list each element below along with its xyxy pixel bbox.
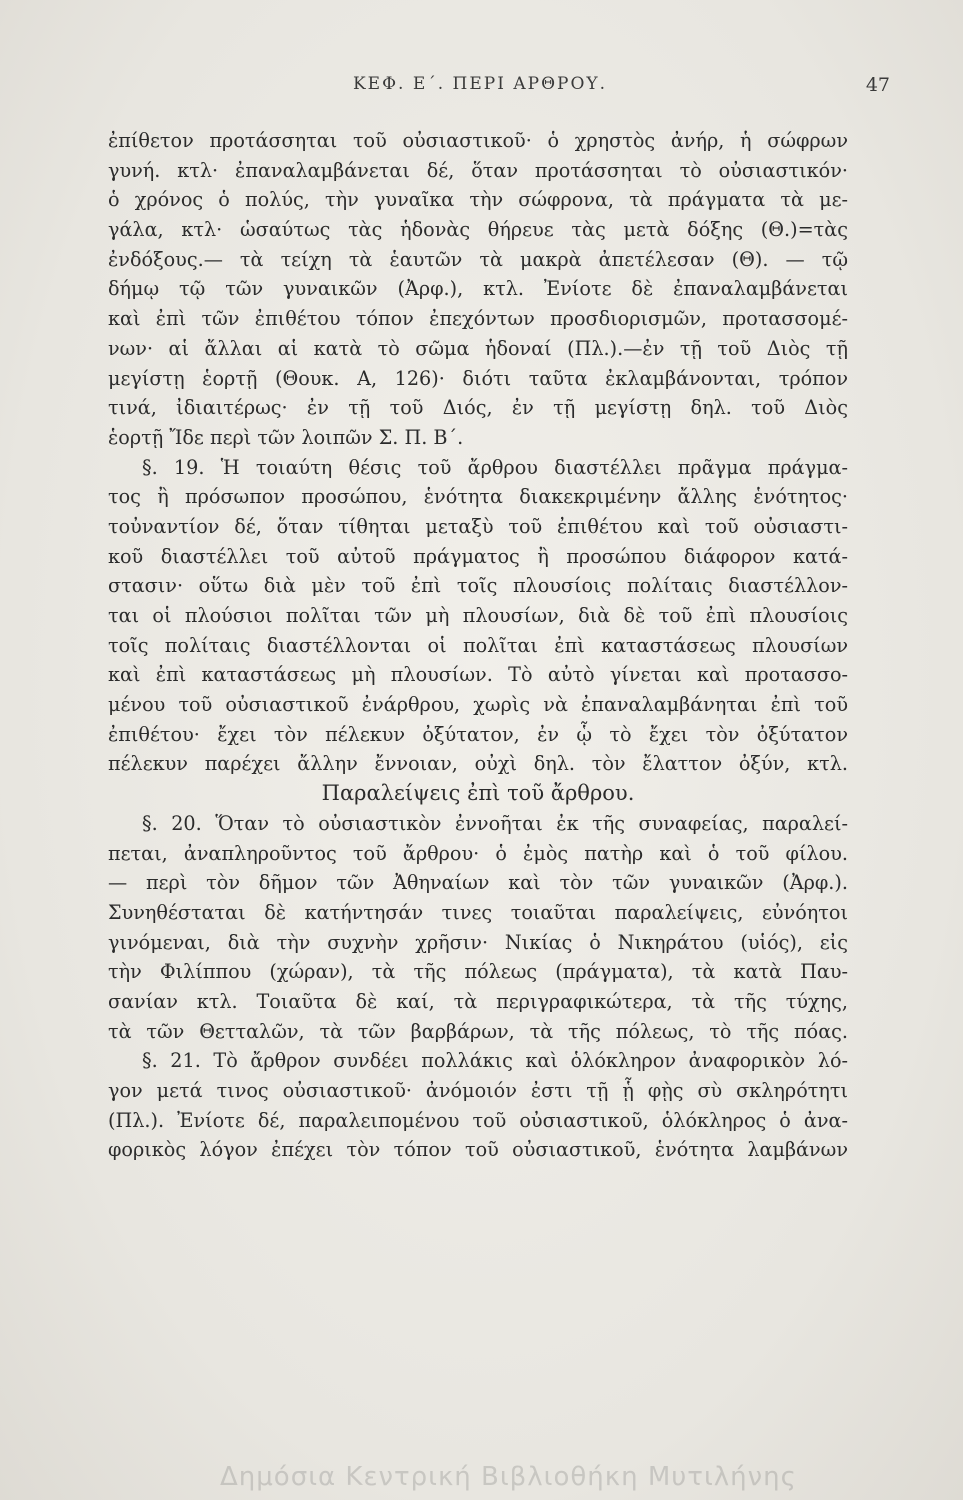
text-line: γυνή. κτλ· ἐπαναλαμβάνεται δέ, ὅταν προτάσσηται τὸ οὐσιαστικόν·: [108, 158, 848, 182]
text-line: — περὶ τὸν δῆμον τῶν Ἀθηναίων καὶ τὸν τῶν γυναικῶν (Ἀρφ.).: [108, 871, 848, 895]
text-line: καὶ ἐπὶ καταστάσεως μὴ πλουσίων. Τὸ αὐτὸ γίνεται καὶ προτασσο-: [108, 663, 848, 687]
section-19-start: §. 19. Ἡ τοιαύτη θέσις τοῦ ἄρθρου διαστέλλει πρᾶγμα πράγμα-: [142, 455, 848, 479]
section-heading: Παραλείψεις ἐπὶ τοῦ ἄρθρου.: [321, 781, 635, 806]
text-line: τοὐναντίον δέ, ὅταν τίθηται μεταξὺ τοῦ ἐπιθέτου καὶ τοῦ οὐσιαστι-: [108, 514, 848, 538]
text-line: μεγίστῃ ἑορτῇ (Θουκ. Α, 126)· διότι ταῦτα ἐκλαμβάνονται, τρόπον: [108, 366, 848, 390]
text-line: ἐπιθέτου· ἔχει τὸν πέλεκυν ὀξύτατον, ἐν ᾧ τὸ ἔχει τὸν ὀξύτατον: [108, 722, 848, 746]
page-header: [70, 74, 890, 104]
text-line: φορικὸς λόγον ἐπέχει τὸν τόπον τοῦ οὐσιαστικοῦ, ἑνότητα λαμβάνων: [108, 1138, 848, 1162]
text-line: γάλα, κτλ· ὡσαύτως τὰς ἡδονὰς θήρευε τὰς μετὰ δόξης (Θ.)=τὰς: [108, 218, 848, 242]
text-line: κοῦ διαστέλλει τοῦ αὐτοῦ πράγματος ἢ προσώπου διάφορον κατά-: [108, 544, 848, 568]
running-head: ΚΕΦ. Ε΄. ΠΕΡΙ ΑΡΘΡΟΥ.: [352, 74, 608, 94]
text-line: ται οἱ πλούσιοι πολῖται τῶν μὴ πλουσίων, διὰ δὲ τοῦ ἐπὶ πλουσίοις: [108, 604, 848, 627]
text-line: ἑορτῇ Ἴδε περὶ τῶν λοιπῶν Σ. Π. Β΄.: [108, 425, 464, 449]
text-line: πεται, ἀναπληροῦντος τοῦ ἄρθρου· ὁ ἐμὸς πατὴρ καὶ ὁ τοῦ φίλου.: [108, 841, 848, 865]
text-line: ἐνδόξους.— τὰ τείχη τὰ ἑαυτῶν τὰ μακρὰ ἀπετέλεσαν (Θ). — τῷ: [108, 247, 848, 271]
text-line: καὶ ἐπὶ τῶν ἐπιθέτου τόπον ἐπεχόντων προσδιορισμῶν, προτασσομέ-: [108, 307, 848, 331]
section-21-start: §. 21. Τὸ ἄρθρον συνδέει πολλάκις καὶ ὁλόκληρον ἀναφορικὸν λό-: [142, 1049, 848, 1073]
text-line: ὁ χρόνος ὁ πολύς, τὴν γυναῖκα τὴν σώφρονα, τὰ πράγματα τὰ με-: [108, 188, 848, 212]
text-line: (Πλ.). Ἐνίοτε δέ, παραλειπομένου τοῦ οὐσιαστικοῦ, ὁλόκληρος ὁ ἀνα-: [108, 1108, 848, 1132]
section-20-start: §. 20. Ὅταν τὸ οὐσιαστικὸν ἐννοῆται ἐκ τῆς συναφείας, παραλεί-: [142, 811, 848, 835]
text-line: τὰ τῶν Θετταλῶν, τὰ τῶν βαρβάρων, τὰ τῆς πόλεως, τὸ τῆς πόας.: [108, 1019, 848, 1043]
text-line: νων· αἱ ἄλλαι αἱ κατὰ τὸ σῶμα ἡδοναί (Πλ.).—ἐν τῇ τοῦ Διὸς τῇ: [108, 336, 848, 360]
library-watermark: Δημόσια Κεντρική Βιβλιοθήκη Μυτιλήνης: [220, 1462, 797, 1492]
text-line: τοῖς πολίταις διαστέλλονται οἱ πολῖται ἐπὶ καταστάσεως πλουσίων: [108, 633, 848, 657]
text-line: γον μετά τινος οὐσιαστικοῦ· ἀνόμοιόν ἐστι τῇ ᾗ φῂς σὺ σκληρότητι: [108, 1079, 848, 1102]
page-number: 47: [865, 74, 890, 96]
text-line: σανίαν κτλ. Τοιαῦτα δὲ καί, τὰ περιγραφικώτερα, τὰ τῆς τύχης,: [108, 989, 848, 1013]
text-line: στασιν· οὕτω διὰ μὲν τοῦ ἐπὶ τοῖς πλουσίοις πολίταις διαστέλλον-: [108, 574, 848, 598]
text-line: τος ἢ πρόσωπον προσώπου, ἑνότητα διακεκριμένην ἄλλης ἑνότητος·: [108, 485, 848, 509]
text-line: τινά, ἰδιαιτέρως· ἐν τῇ τοῦ Διός, ἐν τῇ μεγίστῃ δηλ. τοῦ Διὸς: [108, 396, 848, 420]
text-line: πέλεκυν παρέχει ἄλλην ἔννοιαν, οὐχὶ δηλ. τὸν ἔλαττον ὀξύν, κτλ.: [108, 752, 848, 776]
body-text: [108, 126, 848, 1165]
text-line: Συνηθέσταται δὲ κατήντησάν τινες τοιαῦται παραλείψεις, εὐνόητοι: [108, 900, 848, 924]
text-line: ἐπίθετον προτάσσηται τοῦ οὐσιαστικοῦ· ὁ χρηστὸς ἀνήρ, ἡ σώφρων: [108, 129, 848, 152]
text-line: γινόμεναι, διὰ τὴν συχνὴν χρῆσιν· Νικίας ὁ Νικηράτου (υἱός), εἰς: [108, 930, 848, 954]
text-line: τὴν Φιλίππου (χώραν), τὰ τῆς πόλεως (πράγματα), τὰ κατὰ Παυ-: [108, 960, 848, 984]
text-line: μένου τοῦ οὐσιαστικοῦ ἐνάρθρου, χωρὶς νὰ ἐπαναλαμβάνηται ἐπὶ τοῦ: [108, 693, 848, 717]
text-line: δήμῳ τῷ τῶν γυναικῶν (Ἀρφ.), κτλ. Ἐνίοτε δὲ ἐπαναλαμβάνεται: [108, 277, 848, 301]
